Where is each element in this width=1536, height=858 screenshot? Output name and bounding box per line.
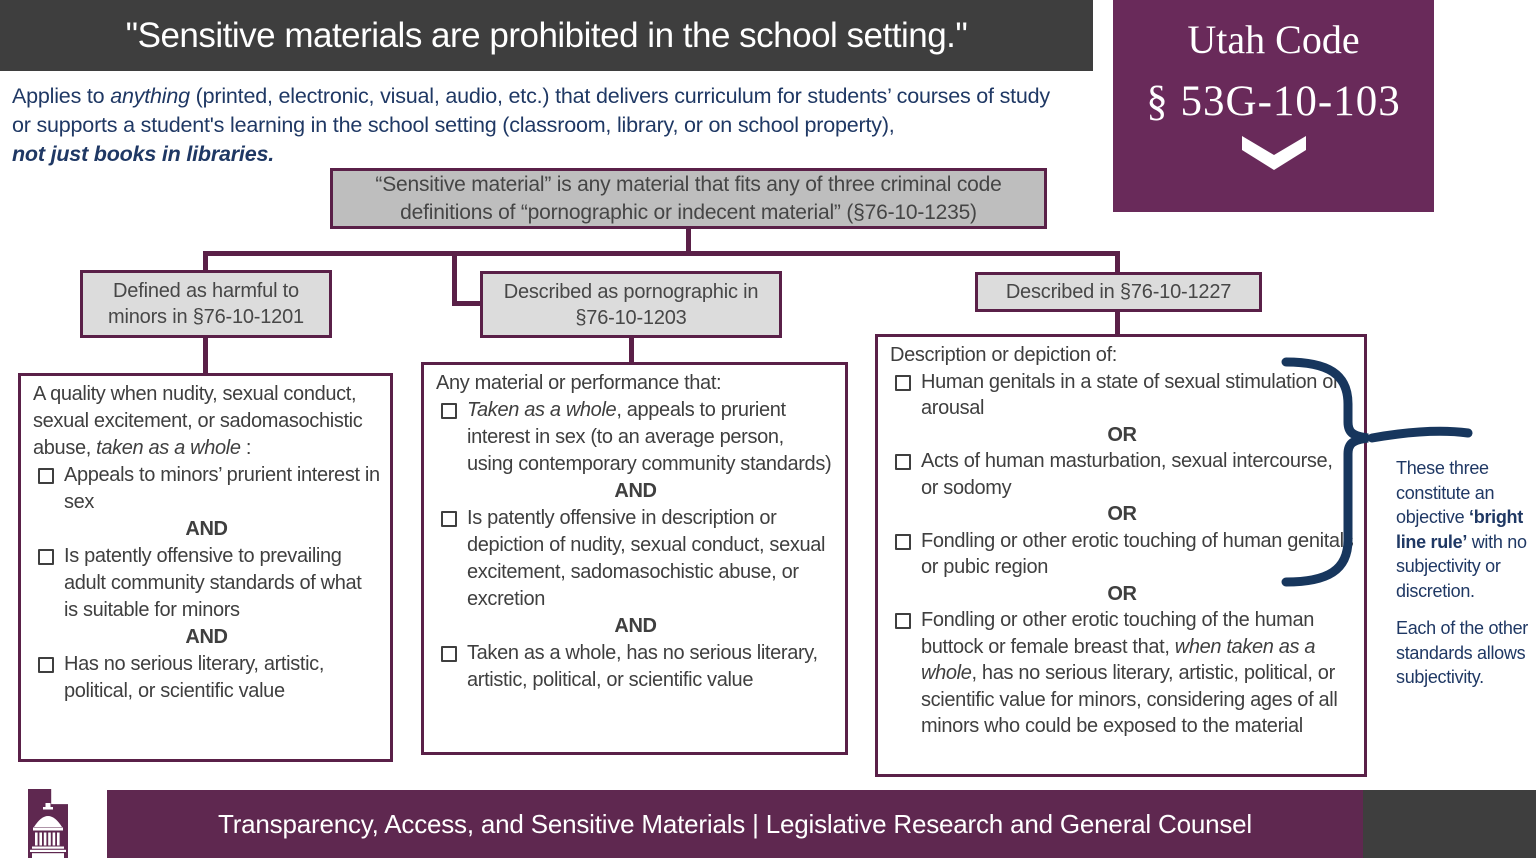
connector-middle-detail <box>629 336 634 365</box>
intro-paragraph <box>12 82 1060 169</box>
branch-header-label: Defined as harmful to minors in §76-10-1201 <box>108 280 304 328</box>
checkbox-bullet-icon <box>895 454 911 470</box>
detail-intro: Description or depiction of: <box>890 344 1117 366</box>
logic-separator: AND <box>614 480 657 502</box>
checkbox-bullet-icon <box>38 657 54 673</box>
branch-header-1203 <box>480 271 782 338</box>
checkbox-bullet-icon <box>895 534 911 550</box>
chevron-down-icon <box>1113 136 1434 175</box>
branch-header-1227 <box>975 272 1262 312</box>
list-item: Appeals to minors’ prurient interest in sex <box>33 462 380 516</box>
connector-right-detail <box>1115 310 1120 337</box>
detail-intro: Any material or performance that: <box>436 372 722 394</box>
list-item: Acts of human masturbation, sexual intercourse, or sodomy <box>890 448 1354 501</box>
list-item: Fondling or other erotic touching of human genitals or pubic region <box>890 528 1354 581</box>
intro-seg2: anything <box>110 84 190 108</box>
checkbox-bullet-icon <box>895 375 911 391</box>
list-item: Is patently offensive to prevailing adult community standards of what is suitable for minors <box>33 543 380 624</box>
brace-annotation <box>1396 456 1534 690</box>
logic-separator: AND <box>614 615 657 637</box>
list-item: Human genitals in a state of sexual stimulation or arousal <box>890 369 1354 422</box>
connector-jog-middle <box>452 301 482 306</box>
title-banner <box>0 0 1093 71</box>
root-definition-text: “Sensitive material” is any material that fits any of three criminal code definitions of “pornographic or indecent material” (§76-10-1235) <box>375 172 1002 224</box>
utah-code-section: § 53G-10-103 <box>1146 78 1401 125</box>
checkbox-bullet-icon <box>38 468 54 484</box>
checkbox-bullet-icon <box>38 549 54 565</box>
branch-header-label: Described in §76-10-1227 <box>1005 281 1232 303</box>
utah-code-title: Utah Code <box>1187 17 1360 62</box>
connector-drop-middle <box>452 251 457 306</box>
list-item: Has no serious literary, artistic, political, or scientific value <box>33 651 380 705</box>
annotation-paragraph-2: Each of the other standards allows subjectivity. <box>1396 618 1528 687</box>
checkbox-bullet-icon <box>441 511 457 527</box>
footer-corner-block <box>1363 790 1536 858</box>
branch-header-1201 <box>80 270 332 338</box>
annotation-paragraph-1: These three constitute an objective ‘bright line rule’ with no subjectivity or discretion. <box>1396 458 1527 601</box>
detail-intro: A quality when nudity, sexual conduct, sexual excitement, or sadomasochistic abuse, taken as a whole : <box>33 383 363 459</box>
list-item: Fondling or other erotic touching of the human buttock or female breast that, when taken as a whole, has no serious literary, artistic, political, or scientific value for minors, considering ages of all minors who could be exposed to the material <box>890 607 1354 740</box>
utah-code-box <box>1113 0 1434 212</box>
checkbox-bullet-icon <box>441 403 457 419</box>
logic-separator: OR <box>1107 423 1137 446</box>
logic-separator: OR <box>1107 582 1137 605</box>
footer-title: Transparency, Access, and Sensitive Materials | Legislative Research and General Counsel <box>217 808 1253 839</box>
logic-separator: AND <box>185 626 228 648</box>
connector-left-detail <box>203 336 208 376</box>
utah-capitol-logo-icon <box>28 789 68 858</box>
root-definition-box <box>330 168 1047 229</box>
list-item: Is patently offensive in description or depiction of nudity, sexual conduct, sexual excitement, sadomasochistic abuse, or excretion <box>436 505 835 613</box>
connector-distributor <box>203 251 1120 256</box>
list-item: Taken as a whole, appeals to prurient interest in sex (to an average person, using contemporary community standards) <box>436 397 835 478</box>
slide-title: "Sensitive materials are prohibited in the school setting." <box>125 15 968 55</box>
logic-separator: OR <box>1107 503 1137 525</box>
checkbox-bullet-icon <box>441 646 457 662</box>
branch-header-label: Described as pornographic in §76-10-1203 <box>503 280 759 329</box>
intro-seg4: not just books in libraries. <box>12 142 274 166</box>
footer-bar <box>107 790 1363 858</box>
intro-seg3: (printed, electronic, visual, audio, etc.) that delivers curriculum for students’ courses of study or supports a student's learning in the school setting (classroom, library, or on school property), <box>12 84 1050 137</box>
intro-seg1: Applies to <box>12 84 111 108</box>
logic-separator: AND <box>185 518 228 540</box>
checkbox-bullet-icon <box>895 613 911 629</box>
detail-box-harmful-to-minors <box>18 373 393 762</box>
list-item: Taken as a whole, has no serious literary, artistic, political, or scientific value <box>436 640 835 694</box>
detail-box-pornographic <box>421 362 848 755</box>
